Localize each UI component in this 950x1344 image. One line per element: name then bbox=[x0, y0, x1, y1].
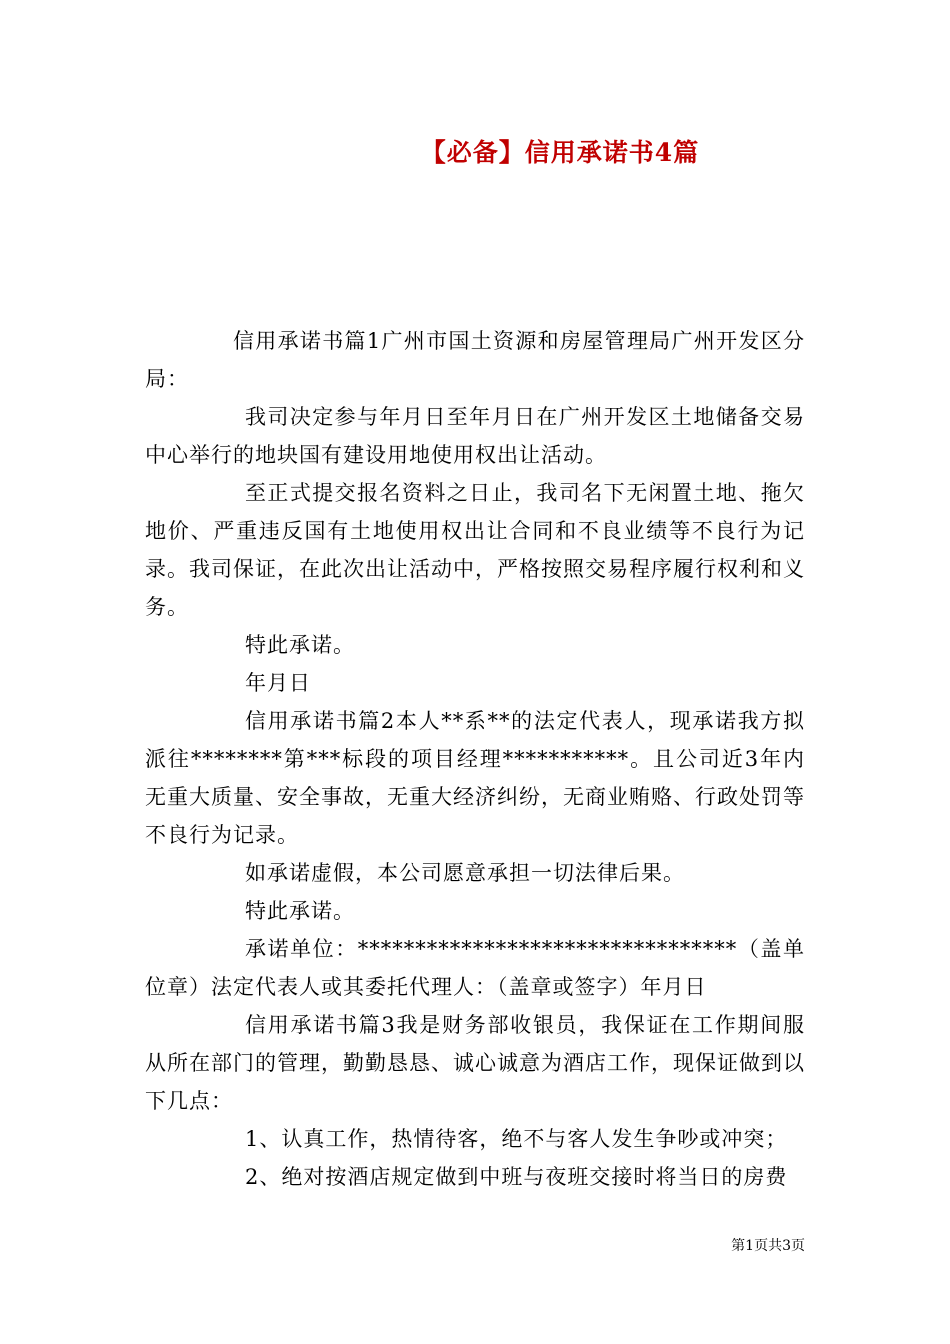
paragraph-2: 我司决定参与年月日至年月日在广州开发区土地储备交易中心举行的地块国有建设用地使用权出让活动。 bbox=[145, 405, 805, 467]
document-body bbox=[145, 322, 805, 1196]
paragraph-5: 年月日 bbox=[245, 671, 311, 695]
document-title: 【必备】信用承诺书4篇 bbox=[420, 138, 700, 167]
paragraph-9: 承诺单位：*********************************（盖单位章）法定代表人或其委托代理人：（盖章或签字）年月日 bbox=[145, 937, 805, 999]
paragraph-3: 至正式提交报名资料之日止，我司名下无闲置土地、拖欠地价、严重违反国有土地使用权出让合同和不良业绩等不良行为记录。我司保证，在此次出让活动中，严格按照交易程序履行权利和义务。 bbox=[145, 481, 805, 619]
paragraph-12: 2、绝对按酒店规定做到中班与夜班交接时将当日的房费 bbox=[245, 1165, 788, 1189]
paragraph-7: 如承诺虚假，本公司愿意承担一切法律后果。 bbox=[245, 861, 685, 885]
paragraph-4: 特此承诺。 bbox=[245, 633, 355, 657]
paragraph-8: 特此承诺。 bbox=[245, 899, 355, 923]
page-number: 第1页共3页 bbox=[731, 1238, 805, 1254]
paragraph-10: 信用承诺书篇3我是财务部收银员，我保证在工作期间服从所在部门的管理，勤勤恳恳、诚心诚意为酒店工作，现保证做到以下几点： bbox=[145, 1013, 805, 1113]
paragraph-6: 信用承诺书篇2本人**系**的法定代表人，现承诺我方拟派往********第***标段的项目经理***********。且公司近3年内无重大质量、安全事故，无重大经济纠纷，无商业贿赂、行政处罚等不良行为记录。 bbox=[145, 709, 805, 847]
paragraph-11: 1、认真工作，热情待客，绝不与客人发生争吵或冲突； bbox=[245, 1127, 788, 1151]
paragraph-1: 信用承诺书篇1广州市国土资源和房屋管理局广州开发区分局： bbox=[145, 329, 805, 391]
